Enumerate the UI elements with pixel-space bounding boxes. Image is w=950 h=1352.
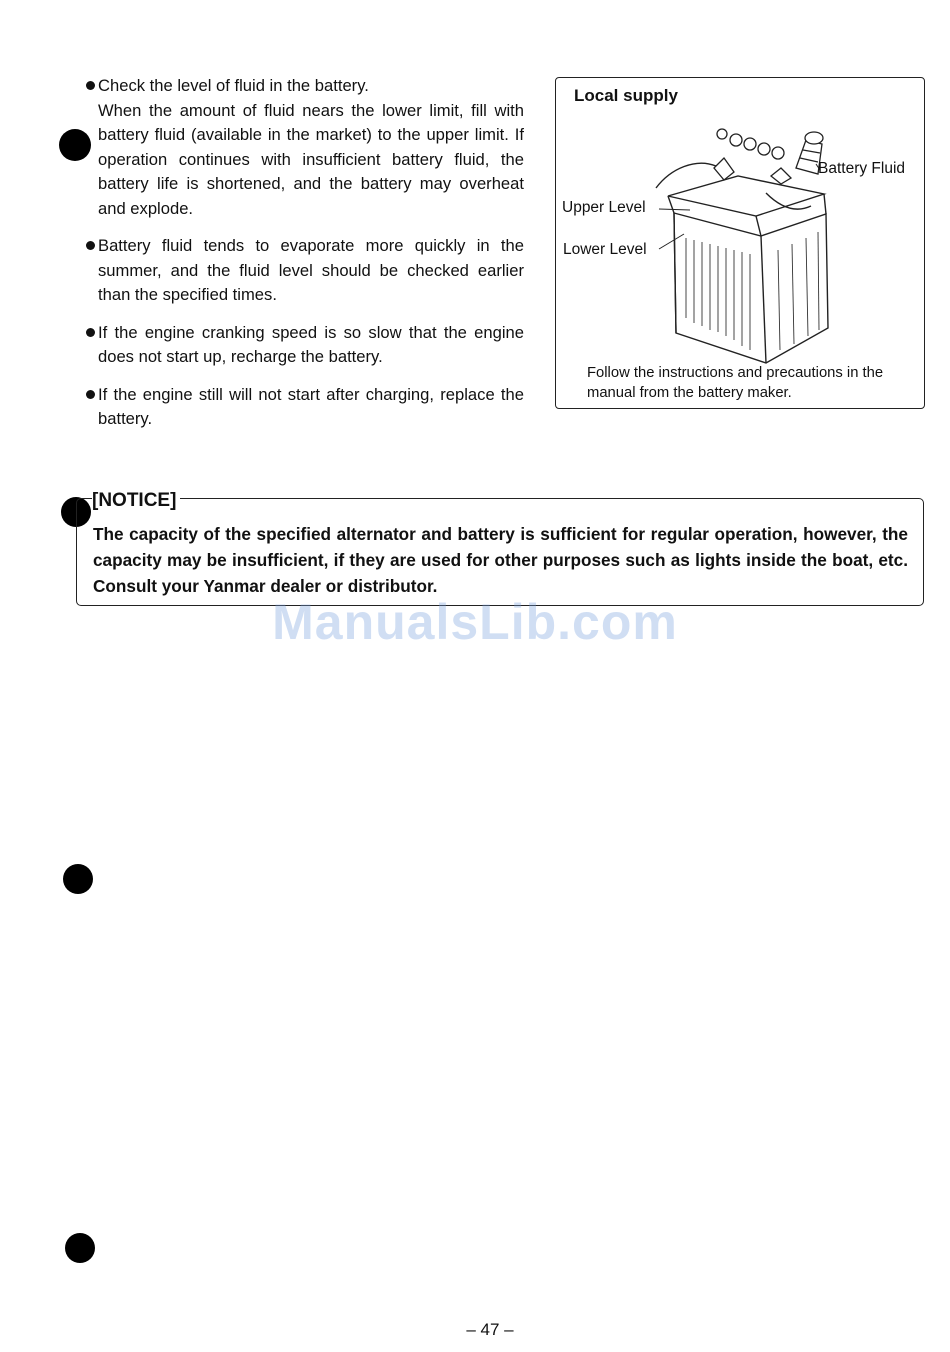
bullet-icon	[86, 328, 95, 337]
label-lower-level: Lower Level	[563, 241, 647, 258]
notice-heading: [NOTICE]	[92, 490, 180, 512]
supply-note: Follow the instructions and precautions in the manual from the battery maker.	[587, 365, 884, 401]
bullet-text: Check the level of fluid in the battery.	[98, 76, 369, 95]
bullet-text: If the engine still will not start after charging, replace the battery.	[98, 384, 524, 428]
bullet-text: Battery fluid tends to evaporate more quickly in the summer, and the fluid level should be checked earlier than the specified times.	[98, 236, 524, 304]
bullet-icon	[86, 390, 95, 399]
maintenance-bullet-list	[84, 74, 524, 432]
bullet-icon	[86, 241, 95, 250]
local-supply-box	[555, 77, 925, 409]
watermark: ManualsLib.com	[272, 594, 678, 650]
bullet-icon	[86, 81, 95, 90]
label-upper-level: Upper Level	[562, 199, 646, 216]
label-battery-fluid: Battery Fluid	[818, 160, 906, 177]
punch-hole	[65, 1233, 95, 1263]
punch-hole	[63, 864, 93, 894]
notice-text: The capacity of the specified alternator and battery is sufficient for regular operation, however, the capacity may be insufficient, if they are used for other purposes such as lights inside the boat, etc. Consult your Yanmar dealer or distributor.	[93, 524, 908, 596]
bullet-evaporation	[84, 234, 524, 308]
bullet-replace	[84, 383, 524, 432]
bullet-check-fluid	[84, 74, 524, 221]
bullet-text: If the engine cranking speed is so slow that the engine does not start up, recharge the battery.	[98, 322, 524, 366]
bullet-subtext: When the amount of fluid nears the lower limit, fill with battery fluid (available in the market) to the upper limit. If operation continues with insufficient battery fluid, the battery life is shortened, and the battery may overheat and explode.	[98, 100, 524, 218]
supply-title: Local supply	[574, 86, 678, 105]
bullet-recharge	[84, 321, 524, 370]
page-number: – 47 –	[466, 1320, 514, 1339]
